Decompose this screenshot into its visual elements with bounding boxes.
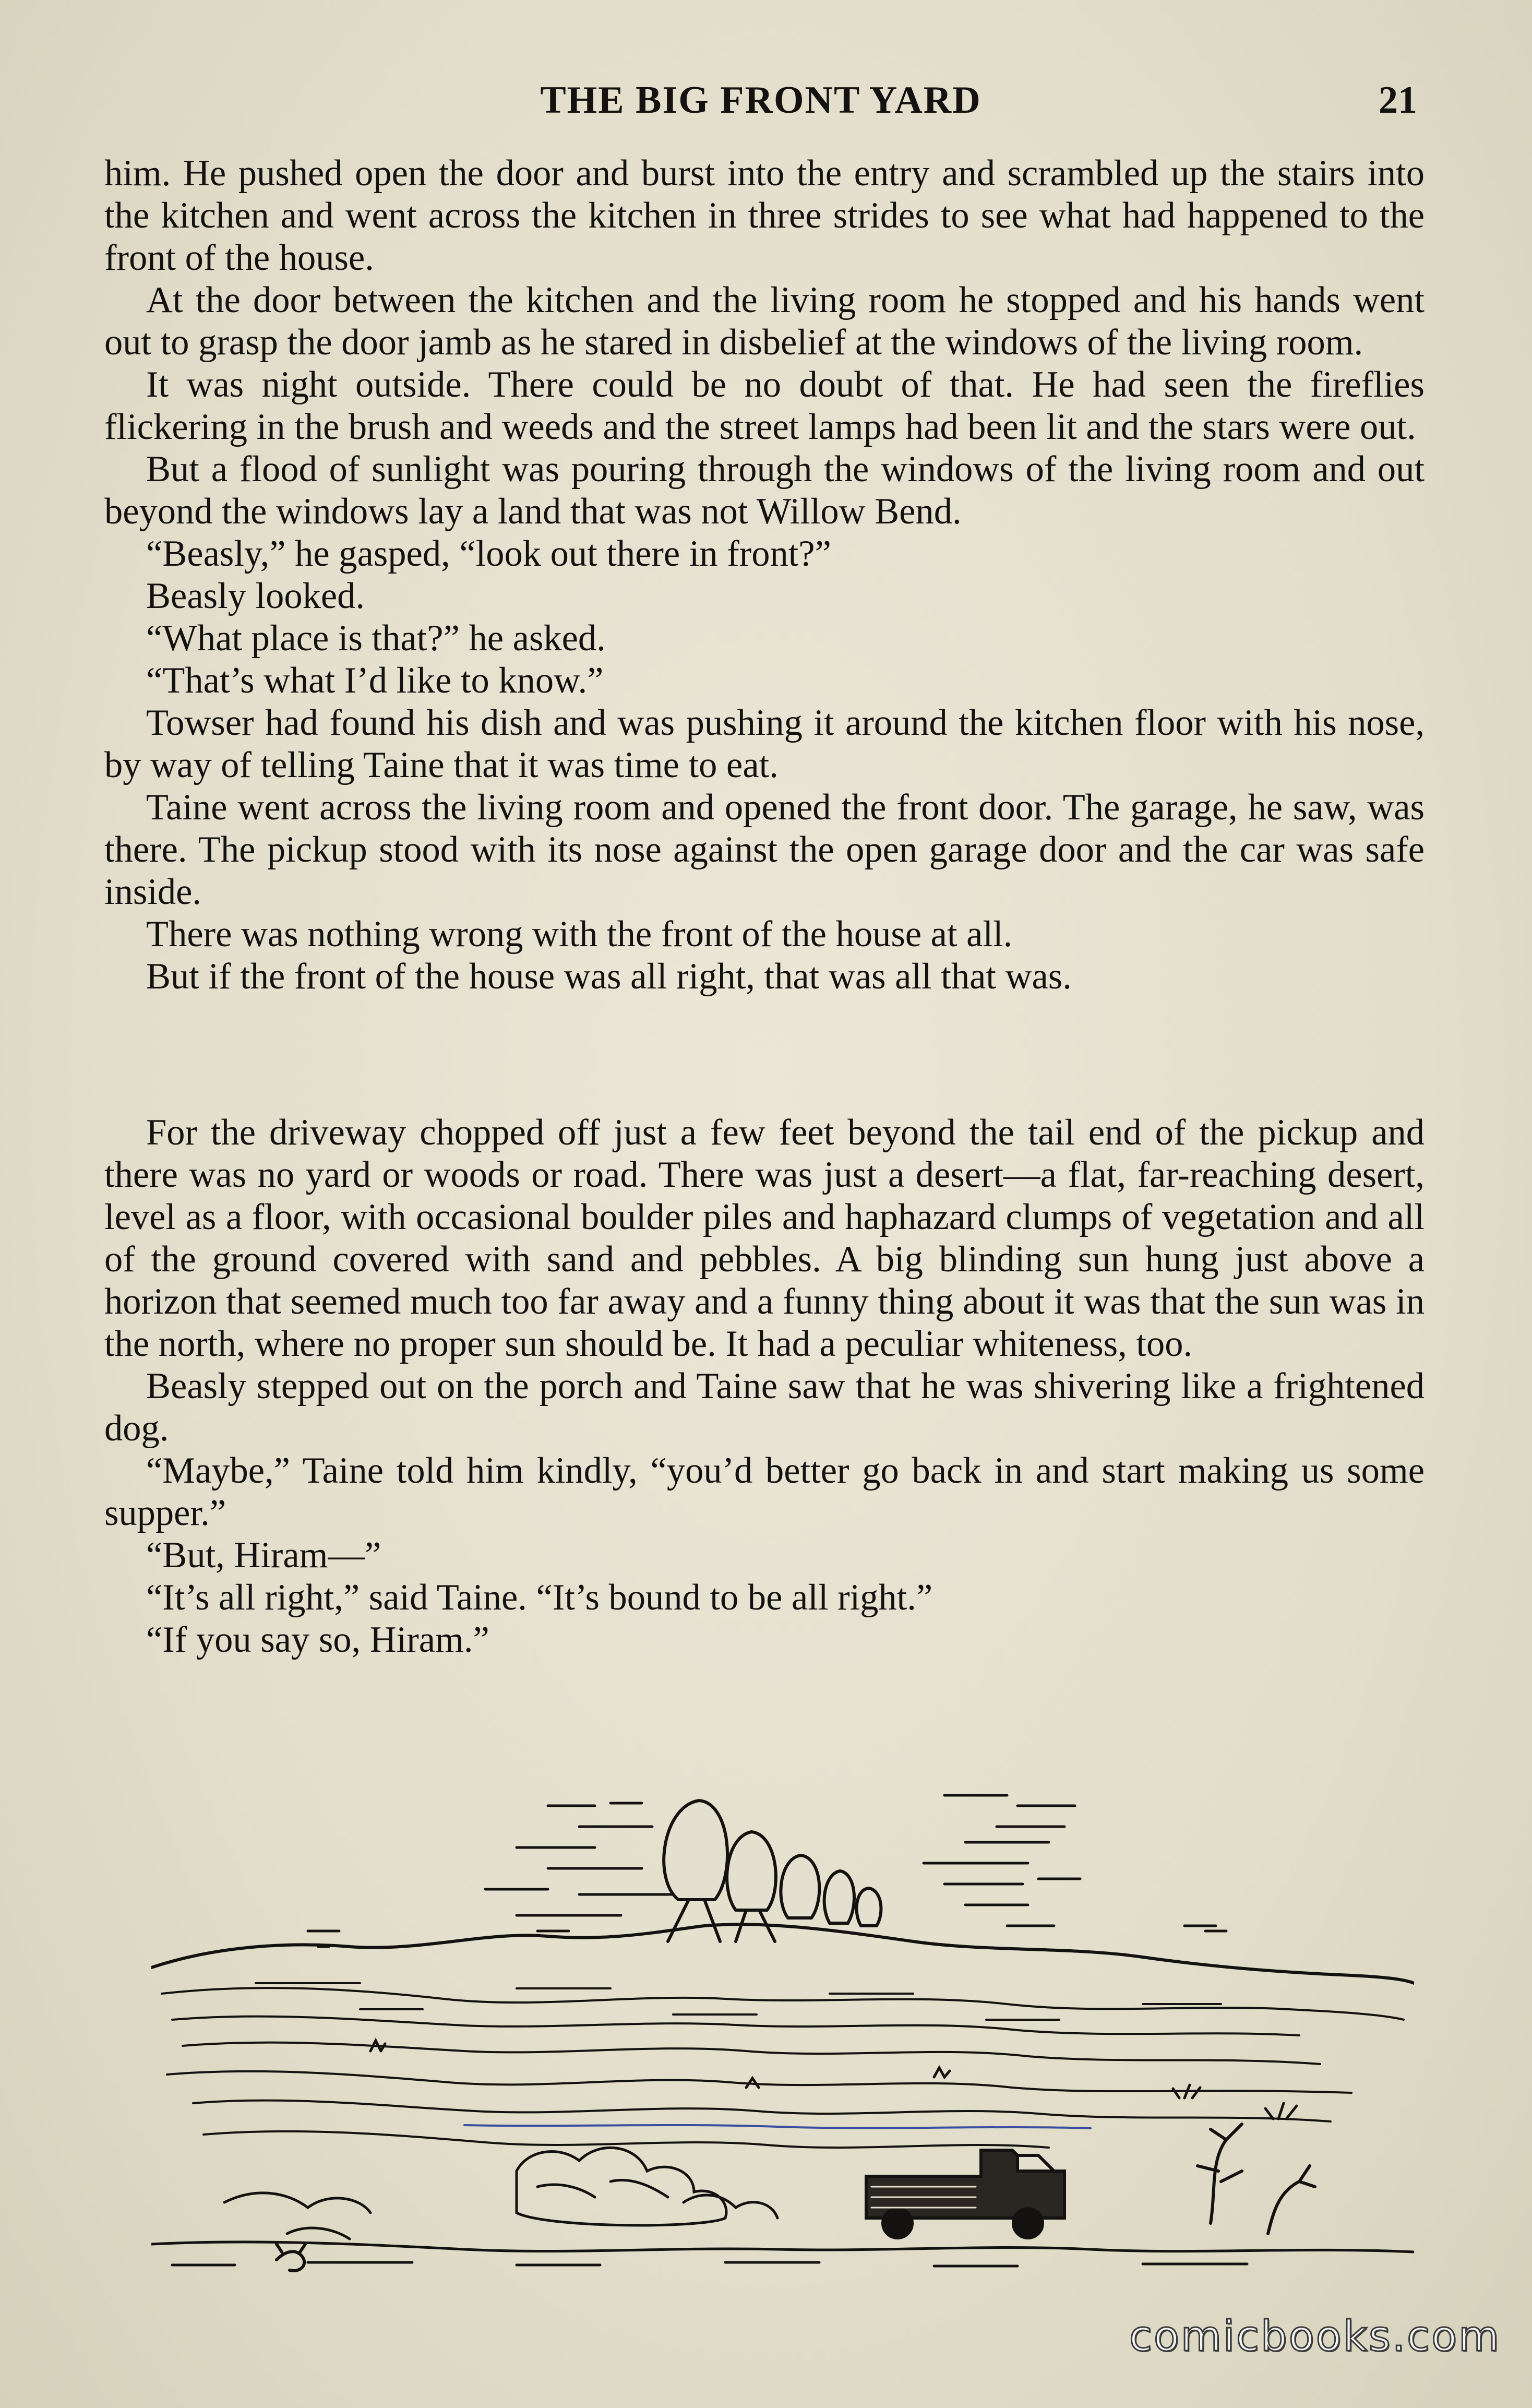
desert-landscape-illustration	[151, 1774, 1414, 2275]
blue-tint-line	[464, 2125, 1091, 2128]
paragraph: Beasly stepped out on the porch and Taine saw that he was shivering like a frightened dog.	[104, 1366, 1425, 1449]
paragraph: “Beasly,” he gasped, “look out there in front?”	[146, 533, 831, 574]
paragraph: It was night outside. There could be no doubt of that. He had seen the fireflies flickering in the brush and weeds and the street lamps had been lit and the stars were out.	[104, 364, 1425, 447]
page-number: 21	[1379, 79, 1417, 122]
paragraph: For the driveway chopped off just a few feet beyond the tail end of the pickup and there was no yard or woods or road. There was just a desert—a flat, far-reaching desert, level as a floor, with occasional boulder piles and haphazard clumps of vegetation and all of the ground covered with sand and pebbles. A big blinding sun hung just above a horizon that seemed much too far away and a funny thing about it was that the sun was in the north, where no proper sun should be. It had a peculiar whiteness, too.	[104, 1112, 1425, 1364]
text-block-upper	[104, 152, 1425, 998]
lizard-sketch	[277, 2244, 305, 2271]
watermark: comicbooks.com	[1129, 2312, 1501, 2361]
paragraph: Towser had found his dish and was pushing it around the kitchen floor with his nose, by way of telling Taine that it was time to eat.	[104, 702, 1425, 785]
desert-plant-right	[1198, 2124, 1315, 2234]
paragraph: Taine went across the living room and opened the front door. The garage, he saw, was there. The pickup stood with its nose against the open garage door and the car was safe inside.	[104, 787, 1425, 912]
horizon-ridge	[151, 1924, 1414, 1983]
paragraph: “It’s all right,” said Taine. “It’s bound to be all right.”	[146, 1577, 933, 1618]
paragraph: “If you say so, Hiram.”	[146, 1619, 489, 1660]
paragraph: “What place is that?” he asked.	[146, 618, 606, 659]
pickup-truck	[866, 2150, 1064, 2238]
desert-plain-contours	[162, 1983, 1404, 2148]
paragraph: him. He pushed open the door and burst into the entry and scrambled up the stairs into the kitchen and went across the kitchen in three strides to see what had happened to the front of the house.	[104, 153, 1425, 278]
paragraph: “That’s what I’d like to know.”	[146, 660, 604, 701]
text-block-lower	[104, 1112, 1425, 1661]
paragraph: Beasly looked.	[146, 576, 365, 616]
paragraph: At the door between the kitchen and the living room he stopped and his hands went out to grasp the door jamb as he stared in disbelief at the windows of the living room.	[104, 280, 1425, 363]
foreground-brush	[224, 2148, 777, 2239]
paragraph: “Maybe,” Taine told him kindly, “you’d better go back in and start making us some supper.”	[104, 1450, 1425, 1533]
running-title: THE BIG FRONT YARD	[540, 79, 982, 122]
paragraph: But a flood of sunlight was pouring through the windows of the living room and out beyond the windows lay a land that was not Willow Bend.	[104, 449, 1425, 532]
paragraph: There was nothing wrong with the front of the house at all.	[146, 914, 1013, 955]
paragraph: But if the front of the house was all right, that was all that was.	[146, 956, 1072, 997]
foreground-ground	[151, 2242, 1414, 2266]
distant-tree-cluster	[664, 1801, 881, 1941]
paragraph: “But, Hiram—”	[146, 1535, 381, 1576]
running-head	[104, 78, 1417, 130]
